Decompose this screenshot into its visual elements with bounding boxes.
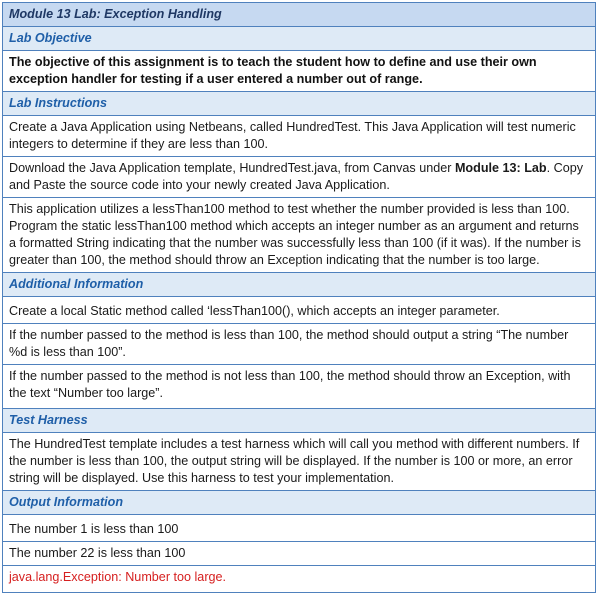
harness-header: Test Harness [3, 409, 596, 433]
output-lines [3, 515, 596, 593]
additional-line: If the number passed to the method is less than 100, the method should output a string “The number %d is less than 100”. [3, 323, 595, 364]
additional-lines [3, 297, 596, 409]
output-row [3, 515, 596, 593]
objective-header: Lab Objective [3, 27, 596, 51]
page-title: Module 13 Lab: Exception Handling [3, 3, 596, 27]
additional-line: If the number passed to the method is not less than 100, the method should throw an Exception, with the text “Number too large”. [3, 364, 595, 405]
instructions-header-row [3, 92, 596, 116]
output-line: The number 22 is less than 100 [3, 541, 595, 565]
additional-line: Create a local Static method called ‘lessThan100(), which accepts an integer parameter. [9, 304, 500, 318]
instructions-p3: This application utilizes a lessThan100 method to test whether the number provided is less than 100. Program the static lessThan100 method which accepts an integer number as an argument and returns a formatted String indicating that the number was successfully less than 100 (if it was). If the number is greater than 100, the method should throw an Exception indicating that the number is too large. [3, 198, 596, 273]
instructions-row-2 [3, 157, 596, 198]
output-header-row [3, 491, 596, 515]
instructions-row-3 [3, 198, 596, 273]
output-error-line: java.lang.Exception: Number too large. [3, 565, 595, 589]
lab-table [2, 2, 596, 593]
objective-text: The objective of this assignment is to teach the student how to define and use their own exception handler for testing if a user entered a number out of range. [3, 51, 596, 92]
instructions-row-1 [3, 116, 596, 157]
harness-header-row [3, 409, 596, 433]
objective-row [3, 51, 596, 92]
module-reference: Module 13: Lab [454, 161, 547, 175]
output-line: The number 1 is less than 100 [9, 522, 179, 536]
instructions-p2-after: . Copy and Paste the source code into your newly created Java Application. [9, 161, 584, 192]
additional-header: Additional Information [3, 273, 596, 297]
instructions-header: Lab Instructions [3, 92, 596, 116]
instructions-p2-before: Download the Java Application template, HundredTest.java, from Canvas under [9, 161, 455, 175]
instructions-p1: Create a Java Application using Netbeans, called HundredTest. This Java Application will test numeric integers to determine if they are less than 100. [3, 116, 596, 157]
instructions-p2 [3, 157, 596, 198]
lab-document [2, 2, 596, 593]
harness-text: The HundredTest template includes a test harness which will call you method with different numbers. If the number is less than 100, the output string will be displayed. If the number is 100 or more, an error string will be displayed. Use this harness to test your implementation. [3, 433, 596, 491]
additional-row [3, 297, 596, 409]
title-row [3, 3, 596, 27]
objective-header-row [3, 27, 596, 51]
output-header: Output Information [3, 491, 596, 515]
harness-row [3, 433, 596, 491]
additional-header-row [3, 273, 596, 297]
